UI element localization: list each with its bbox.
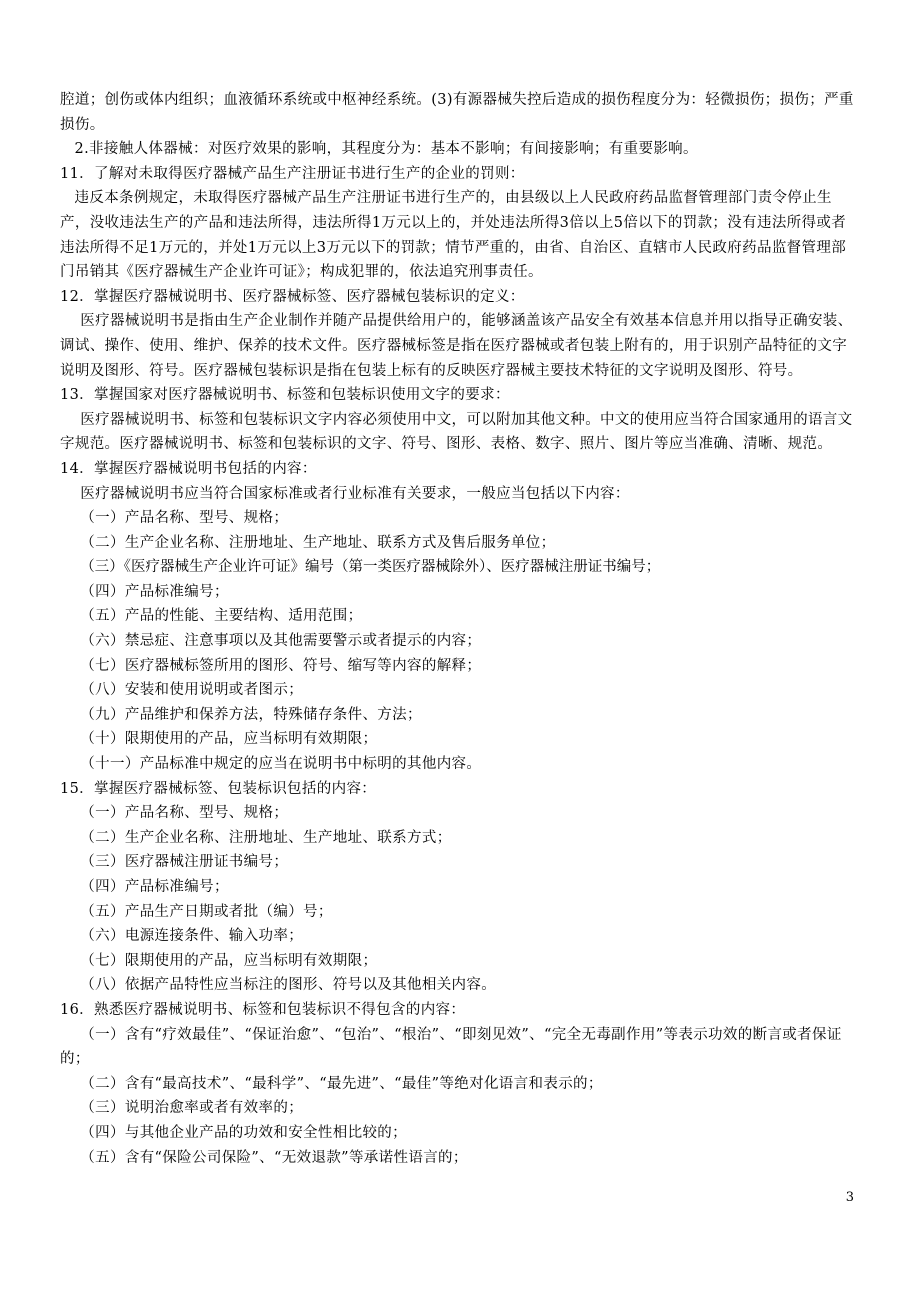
list-item: （四）与其他企业产品的功效和安全性相比较的；: [80, 1124, 407, 1141]
paragraph: 医疗器械说明书应当符合国家标准或者行业标准有关要求，一般应当包括以下内容：: [80, 485, 630, 502]
list-item: （五）含有“保险公司保险”、“无效退款”等承诺性语言的；: [80, 1149, 468, 1166]
section-heading: 14．掌握医疗器械说明书包括的内容：: [60, 460, 317, 477]
page-number: 3: [845, 1190, 854, 1205]
list-item: （二）生产企业名称、注册地址、生产地址、联系方式；: [80, 829, 452, 846]
list-item: （二）含有“最高技术”、“最科学”、“最先进”、“最佳”等绝对化语言和表示的；: [80, 1075, 603, 1092]
paragraph: 医疗器械说明书是指由生产企业制作并随产品提供给用户的，能够涵盖该产品安全有效基本信息并用以指导正确安装、调试、操作、使用、维护、保养的技术文件。医疗器械标签是指在医疗器械或者包装上附有的，用于识别产品特征的文字说明及图形、符号。医疗器械包装标识是指在包装上标有的反映医疗器械主要技术特征的文字说明及图形、符号。: [60, 313, 853, 379]
section-heading: 16．熟悉医疗器械说明书、标签和包装标识不得包含的内容：: [60, 1001, 466, 1018]
document-body: [60, 88, 860, 1170]
list-item: （一）产品名称、型号、规格；: [80, 805, 289, 822]
list-item: （五）产品生产日期或者批（编）号；: [80, 903, 333, 920]
list-item: （八）依据产品特性应当标注的图形、符号以及其他相关内容。: [80, 977, 497, 994]
list-item: （七）医疗器械标签所用的图形、符号、缩写等内容的解释；: [80, 657, 482, 674]
list-item: （十一）产品标准中规定的应当在说明书中标明的其他内容。: [80, 756, 482, 773]
list-item: （三）说明治愈率或者有效率的；: [80, 1100, 304, 1117]
list-item: （二）生产企业名称、注册地址、生产地址、联系方式及售后服务单位；: [80, 534, 556, 551]
list-item: （八）安装和使用说明或者图示；: [80, 682, 304, 699]
section-heading: 12．掌握医疗器械说明书、医疗器械标签、医疗器械包装标识的定义：: [60, 288, 525, 305]
list-item: （三）《医疗器械生产企业许可证》编号（第一类医疗器械除外）、医疗器械注册证书编号；: [80, 559, 661, 576]
list-item: （一）含有“疗效最佳”、“保证治愈”、“包治”、“根治”、“即刻见效”、“完全无毒副作用”等表示功效的断言或者保证的；: [60, 1026, 842, 1068]
list-item: （四）产品标准编号；: [80, 879, 229, 895]
paragraph: 违反本条例规定，未取得医疗器械产品生产注册证书进行生产的，由县级以上人民政府药品监督管理部门责令停止生产，没收违法生产的产品和违法所得，违法所得1万元以上的，并处违法所得3倍以上5倍以下的罚款；没有违法所得或者违法所得不足1万元的，并处1万元以上3万元以下的罚款；情节严重的，由省、自治区、直辖市人民政府药品监督管理部门吊销其《医疗器械生产企业许可证》；构成犯罪的，依法追究刑事责任。: [60, 190, 847, 281]
list-item: （六）禁忌症、注意事项以及其他需要警示或者提示的内容；: [80, 633, 482, 650]
paragraph: 2.非接触人体器械：对医疗效果的影响，其程度分为：基本不影响；有间接影响；有重要影响。: [74, 141, 698, 158]
list-item: （一）产品名称、型号、规格；: [80, 510, 289, 527]
list-item: （六）电源连接条件、输入功率；: [80, 928, 304, 945]
section-heading: 13．掌握国家对医疗器械说明书、标签和包装标识使用文字的要求：: [60, 387, 510, 404]
list-item: （五）产品的性能、主要结构、适用范围；: [80, 608, 363, 625]
list-item: （九）产品维护和保养方法，特殊储存条件、方法；: [80, 706, 422, 723]
paragraph: 腔道；创伤或体内组织；血液循环系统或中枢神经系统。(3)有源器械失控后造成的损伤程度分为：轻微损伤；损伤；严重损伤。: [60, 92, 854, 133]
paragraph: 医疗器械说明书、标签和包装标识文字内容必须使用中文，可以附加其他文种。中文的使用应当符合国家通用的语言文字规范。医疗器械说明书、标签和包装标识的文字、符号、图形、表格、数字、照片、图片等应当准确、清晰、规范。: [60, 411, 853, 453]
section-heading: 15．掌握医疗器械标签、包装标识包括的内容：: [60, 780, 377, 797]
list-item: （十）限期使用的产品，应当标明有效期限；: [80, 731, 378, 748]
list-item: （三）医疗器械注册证书编号；: [80, 854, 289, 871]
list-item: （七）限期使用的产品，应当标明有效期限；: [80, 952, 378, 969]
list-item: （四）产品标准编号；: [80, 583, 229, 600]
section-heading: 11．了解对未取得医疗器械产品生产注册证书进行生产的企业的罚则：: [60, 165, 525, 182]
